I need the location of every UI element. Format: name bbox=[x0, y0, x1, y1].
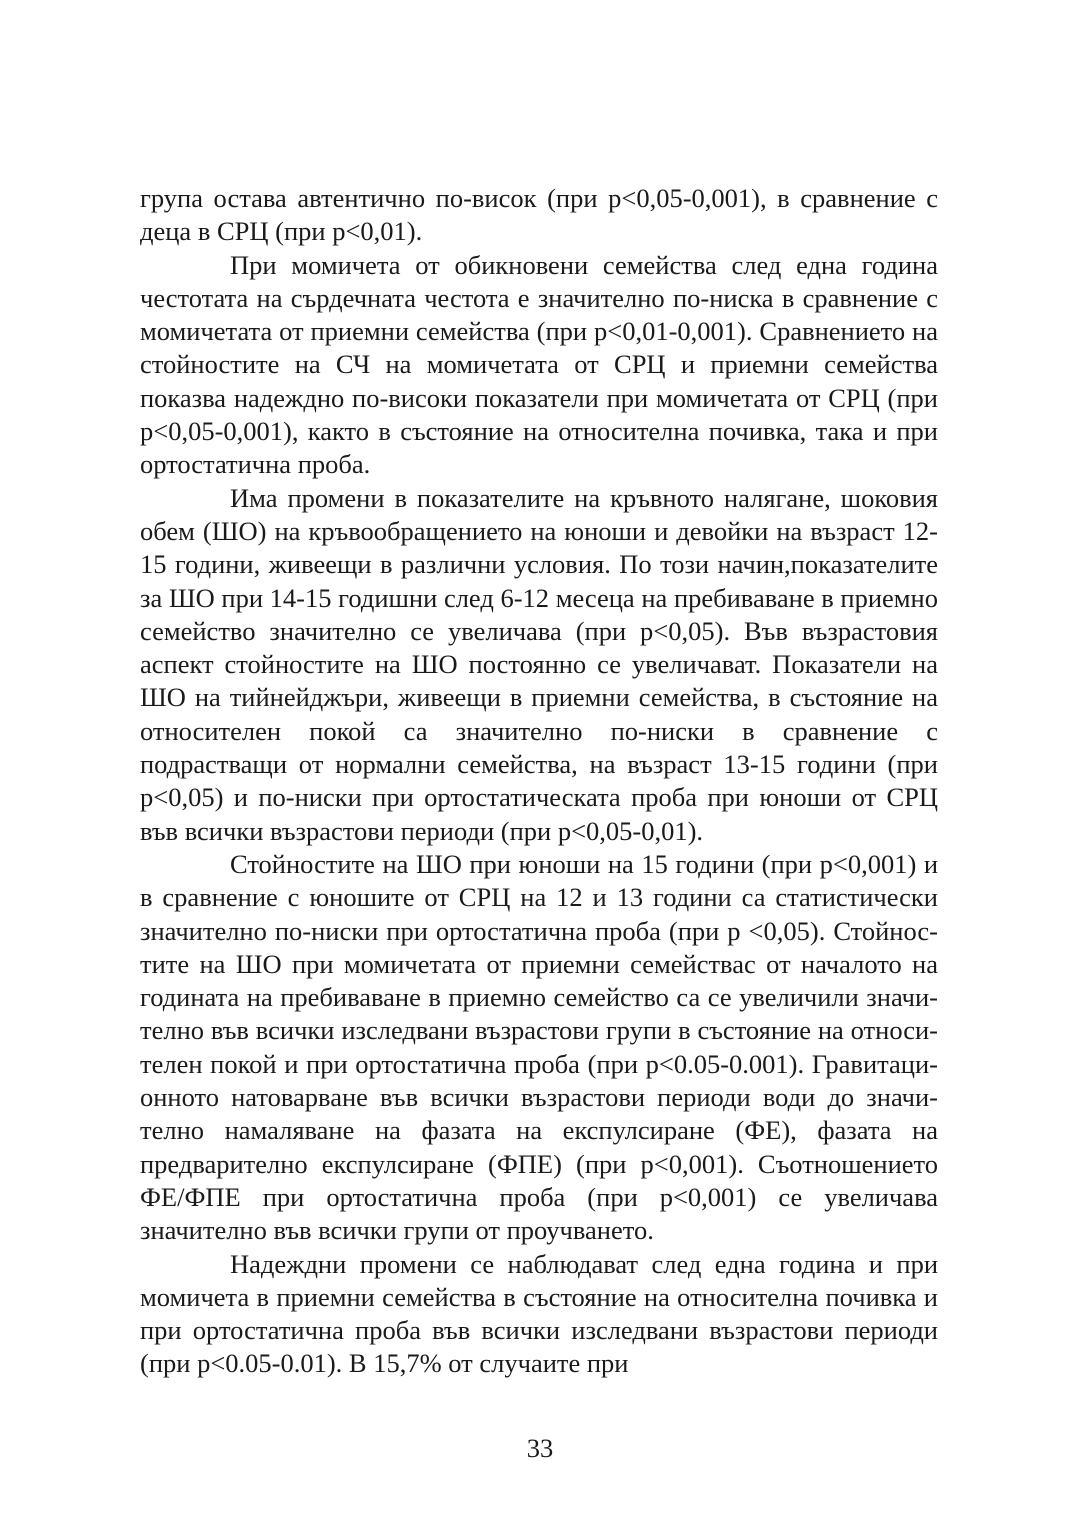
page-body bbox=[140, 182, 938, 1381]
paragraph-3: Има промени в показателите на кръвното налягане, шоковия обем (ШО) на кръвообращението на юноши и девойки на възраст 12-15 години, живеещи в различни условия. По този начин,показателите за ШО при 14-15 годишни след 6-12 месеца на пребиваване в приемно семейство значително се увеличава (при p<0,05). Във възрастовия аспект стойностите на ШО постоянно се увеличават. Показатели на ШО на тийнейджъри, живеещи в приемни семейства, в състояние на относителен покой са значително по-ниски в сравнение с подрастващи от нормални семейства, на възраст 13-15 години (при p<0,05) и по-ниски при ортостатическата проба при юноши от СРЦ във всички възрастови периоди (при p<0,05-0,01). bbox=[140, 482, 938, 846]
paragraph-1: група остава автентично по-висок (при p<0,05-0,001), в сравнение с деца в СРЦ (при p<0,01). bbox=[140, 183, 938, 247]
paragraph-2: При момичета от обикновени семейства след една година честотата на сърдечната честота е значително по-ниска в сравнение с момичетата от приемни семейства (при p<0,01-0,001). Сравнението на стойностите на СЧ на момичетата от СРЦ и приемни семейства показва надеждно по-високи показатели при момичетата от СРЦ (при p<0,05-0,001), както в състояние на относителна почивка, така и при ортостатична проба. bbox=[140, 249, 938, 480]
page-number: 33 bbox=[526, 1433, 554, 1463]
paragraph-5: Надеждни промени се наблюдават след една година и при момичета в приемни семейства в състояние на относителна почивка и при ортостатична проба във всички изследвани възрастови периоди (при p<0.05-0.01). В 15,7% от случаите при bbox=[140, 1248, 938, 1379]
paragraph-4: Стойностите на ШО при юноши на 15 години (при p<0,001) и в сравнение с юношите от СРЦ на 12 и 13 години са статистически значително по-ниски при ортостатична проба (при р <0,05). Стойностите на ШО при момичетата от приемни семействас от началото на годината на пребиваване в приемно семейство са се увеличили значително във всички изследвани възрастови групи в състояние на относителен покой и при ортостатична проба (при p<0.05-0.001). Гравитационното натоварване във всички възрастови периоди води до значително намаляване на фазата на експулсиране (ФЕ), фазата на предварително експулсиране (ФПЕ) (при p<0,001). Съотношението ФЕ/ФПЕ при ортостатична проба (при p<0,001) се увеличава значително във всички групи от проучването. bbox=[140, 848, 938, 1246]
